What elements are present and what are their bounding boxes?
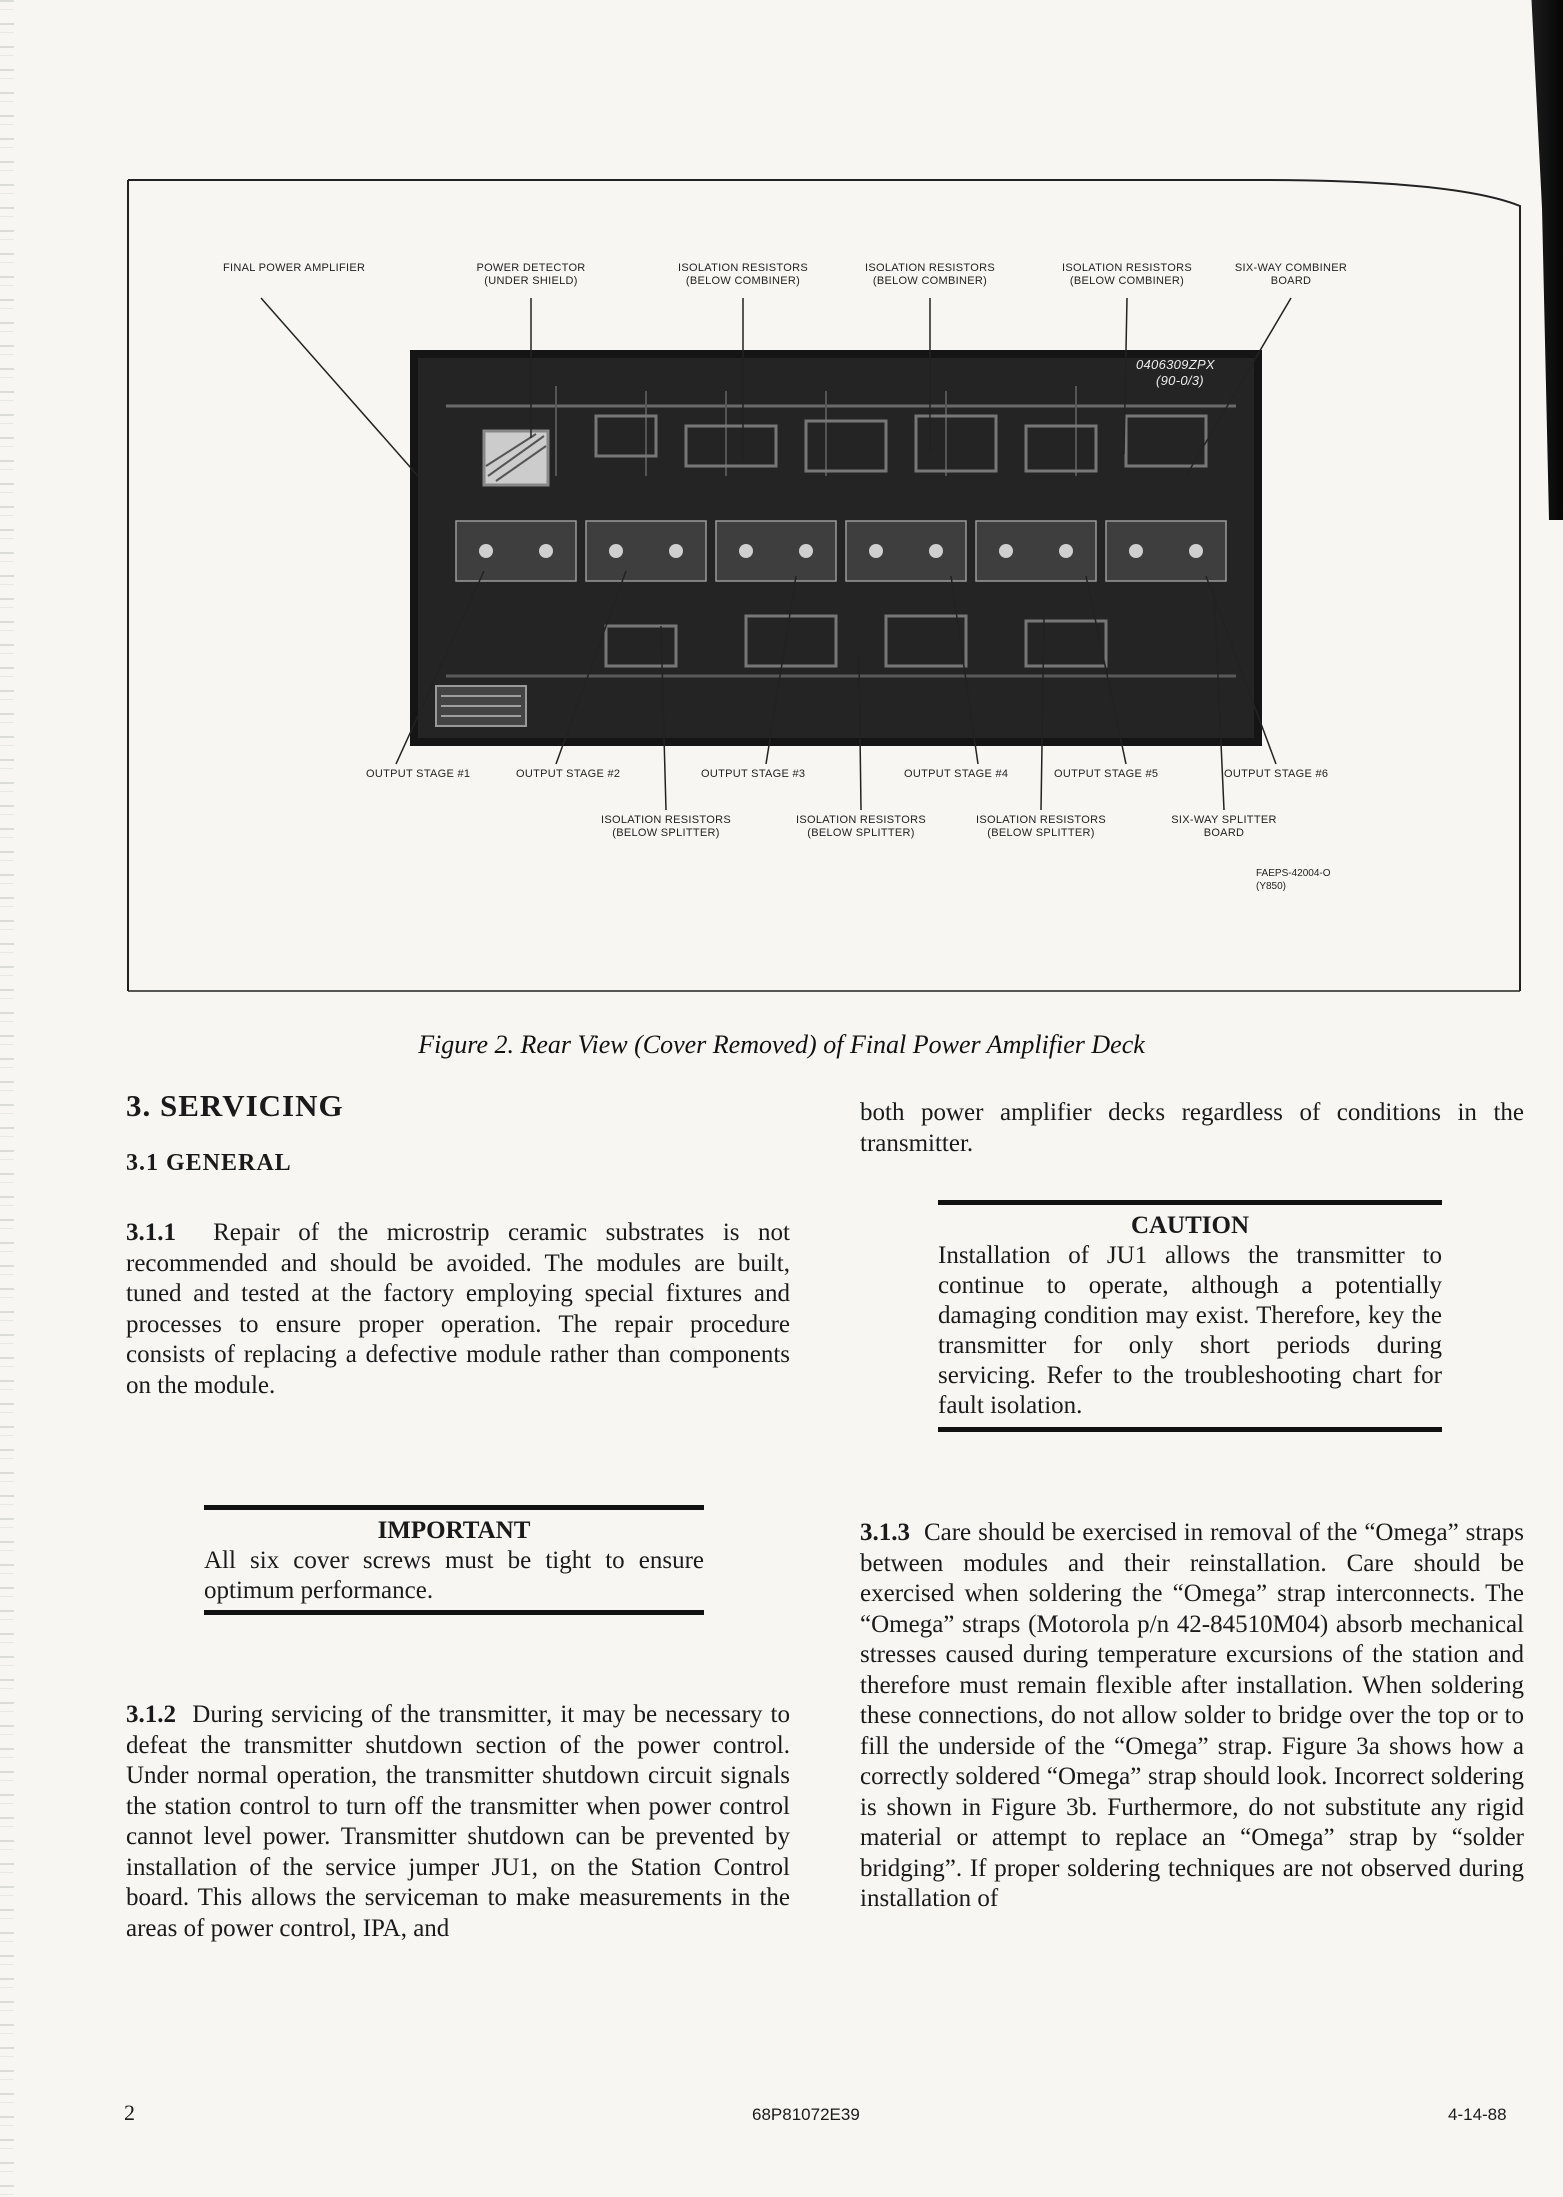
callout-isolation-resistors-combiner-2: ISOLATION RESISTORS (BELOW COMBINER): [865, 262, 995, 287]
page-number: 2: [124, 2100, 135, 2125]
callout-isolation-resistors-splitter-2: ISOLATION RESISTORS (BELOW SPLITTER): [796, 814, 926, 839]
paragraph-3-1-2: [126, 1700, 790, 1944]
callout-isolation-resistors-combiner-3: ISOLATION RESISTORS (BELOW COMBINER): [1062, 262, 1192, 287]
section-heading: 3. SERVICING: [126, 1088, 344, 1123]
paragraph-text: Care should be exercised in removal of the “Omega” straps between modules and their reinstallation. Care should be exercised when soldering the “Omega” strap interconnects. The “Omega” straps (Motorola p/n 42-84510M04) absorb mechanical stresses caused during temperature excursions of the station and therefore must remain flexible after installation. When soldering these connections, do not allow solder to bridge over the top or to fill the underside of the “Omega” strap. Figure 3a shows how a correctly soldered “Omega” strap should look. Incorrect soldering is shown in Figure 3b. Furthermore, do not substitute any rigid material or attempt to replace an “Omega” strap by “solder bridging”. If proper soldering techniques are not observed during installation of: [860, 1519, 1525, 1912]
caution-notice: [938, 1200, 1442, 1432]
figure-code-1: FAEPS-42004-O: [1256, 868, 1331, 879]
callout-six-way-splitter: SIX-WAY SPLITTER BOARD: [1171, 814, 1277, 839]
figure-caption: Figure 2. Rear View (Cover Removed) of Final Power Amplifier Deck: [418, 1030, 1145, 1059]
callout-isolation-resistors-splitter-3: ISOLATION RESISTORS (BELOW SPLITTER): [976, 814, 1106, 839]
board-marking-1: 0406309ZPX: [1136, 357, 1215, 372]
paragraph-number: 3.1.1: [126, 1219, 176, 1246]
notice-bottom-rule: [938, 1427, 1442, 1432]
callout-output-stage-4: OUTPUT STAGE #4: [904, 768, 1009, 780]
paragraph-number: 3.1.3: [860, 1519, 910, 1546]
figure-2: [126, 176, 1524, 994]
important-text: All six cover screws must be tight to ensure optimum performance.: [204, 1547, 704, 1604]
callout-final-power-amplifier: FINAL POWER AMPLIFIER: [223, 262, 366, 274]
callout-output-stage-6: OUTPUT STAGE #6: [1224, 768, 1329, 780]
paragraph-3-1-1: [126, 1218, 790, 1401]
document-number: 68P81072E39: [752, 2105, 860, 2124]
notice-top-rule: [938, 1200, 1442, 1205]
board-marking-2: (90-0/3): [1156, 373, 1204, 388]
caution-text: Installation of JU1 allows the transmitter to continue to operate, although a potentially damaging condition may exist. Therefore, key the transmitter for only short periods during servicing. Refer to the troubleshooting chart for fault isolation.: [938, 1242, 1442, 1419]
callout-output-stage-5: OUTPUT STAGE #5: [1054, 768, 1159, 780]
notice-bottom-rule: [204, 1610, 704, 1615]
board-photo: [410, 350, 1262, 746]
callout-output-stage-2: OUTPUT STAGE #2: [516, 768, 621, 780]
notice-top-rule: [204, 1505, 704, 1510]
revision-date: 4-14-88: [1448, 2105, 1507, 2124]
paragraph-number: 3.1.2: [126, 1701, 176, 1728]
scan-edge-noise: [0, 0, 14, 2197]
caution-title: CAUTION: [1130, 1212, 1250, 1239]
callout-output-stage-1: OUTPUT STAGE #1: [366, 768, 471, 780]
callout-six-way-combiner: SIX-WAY COMBINER BOARD: [1234, 262, 1348, 287]
figure-code-2: (Y850): [1256, 881, 1287, 892]
callout-isolation-resistors-combiner-1: ISOLATION RESISTORS (BELOW COMBINER): [678, 262, 808, 287]
callout-power-detector: POWER DETECTOR (UNDER SHIELD): [476, 262, 586, 287]
subsection-heading: 3.1 GENERAL: [126, 1150, 292, 1176]
important-notice: [204, 1505, 704, 1615]
callout-isolation-resistors-splitter-1: ISOLATION RESISTORS (BELOW SPLITTER): [601, 814, 731, 839]
paragraph-3-1-3: [860, 1518, 1524, 1915]
paragraph-text: Repair of the microstrip ceramic substrates is not recommended and should be avoided. The modules are built, tuned and tested at the factory employing special fixtures and processes to ensure proper operation. The repair procedure consists of replacing a defective module rather than components on the module.: [126, 1219, 790, 1399]
important-title: IMPORTANT: [377, 1517, 531, 1544]
paragraph-3-1-2-continued: both power amplifier decks regardless of conditions in the transmitter.: [860, 1099, 1524, 1157]
paragraph-text: During servicing of the transmitter, it may be necessary to defeat the transmitter shutdown section of the power control. Under normal operation, the transmitter shutdown circuit signals the station control to turn off the transmitter when power control cannot level power. Transmitter shutdown can be prevented by installation of the service jumper JU1, on the Station Control board. This allows the serviceman to make measurements in the areas of power control, IPA, and: [126, 1701, 791, 1942]
callout-output-stage-3: OUTPUT STAGE #3: [701, 768, 806, 780]
